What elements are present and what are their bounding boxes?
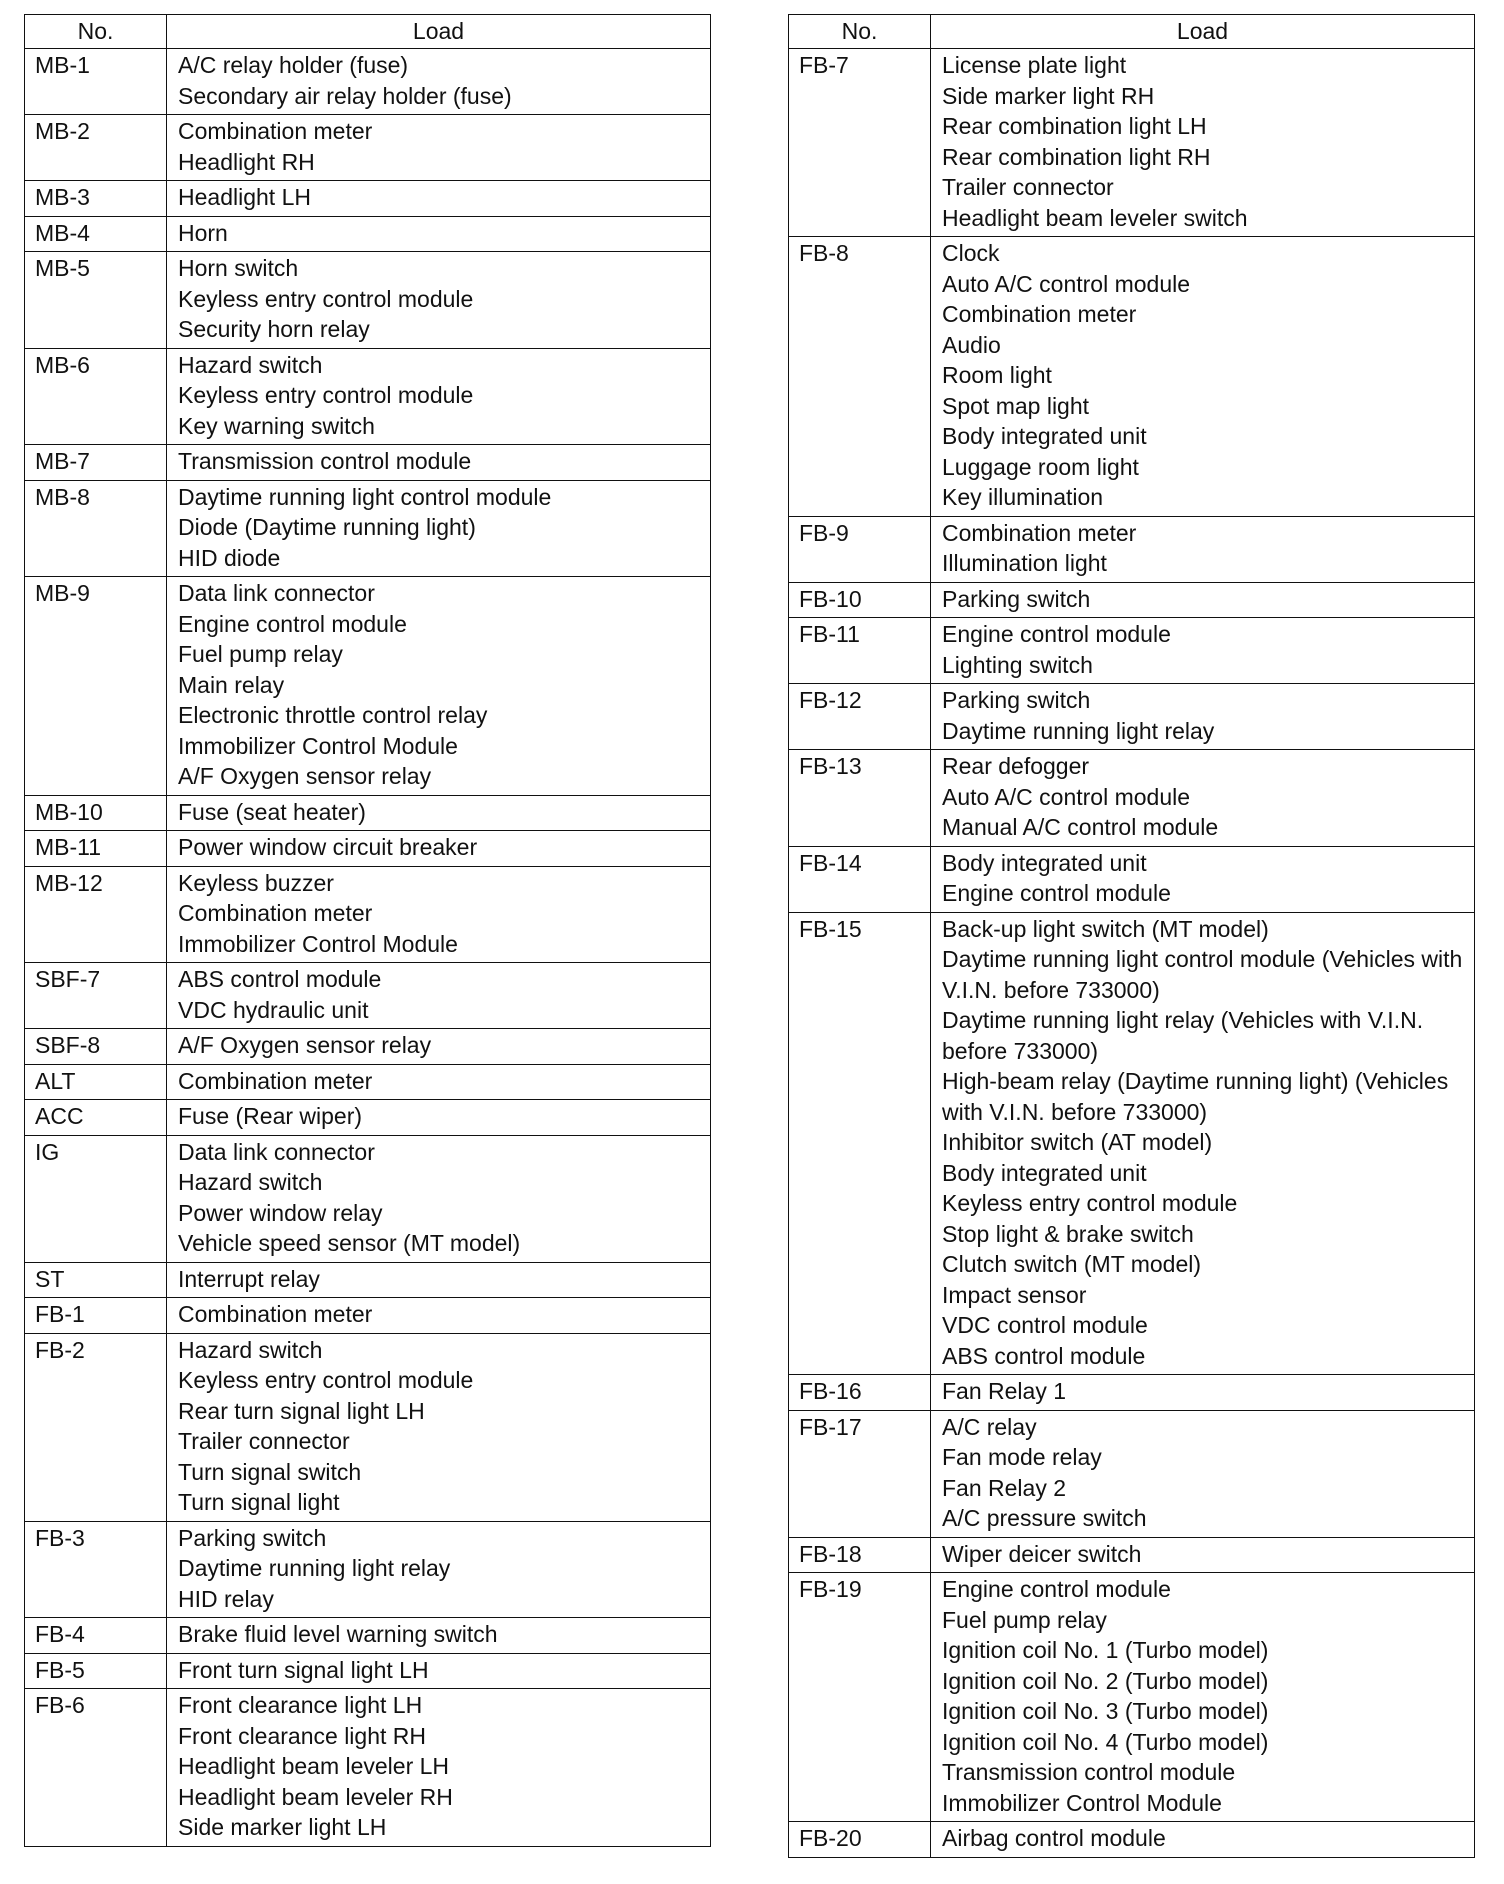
- load-item: Immobilizer Control Module: [178, 732, 458, 759]
- load-item: Manual A/C control module: [942, 814, 1219, 840]
- load-cell: [167, 1029, 711, 1065]
- load-item: Rear combination light RH: [942, 143, 1211, 170]
- load-item: Fan Relay 1: [942, 1378, 1067, 1404]
- fuse-number-cell: FB-9: [789, 516, 931, 582]
- load-item: Daytime running light relay: [178, 1555, 451, 1581]
- load-cell: [167, 1100, 711, 1136]
- load-item: Ignition coil No. 3 (Turbo model): [942, 1698, 1269, 1724]
- table-row: [25, 1521, 711, 1618]
- load-item: Turn signal switch: [178, 1458, 362, 1485]
- fuse-number-cell: FB-19: [789, 1573, 931, 1822]
- fuse-number-cell: FB-4: [25, 1618, 167, 1654]
- load-item: Key warning switch: [178, 412, 375, 439]
- load-cell: [167, 1618, 711, 1654]
- load-item: Engine control module: [942, 880, 1171, 906]
- table-row: [25, 252, 711, 349]
- load-cell: [167, 1689, 711, 1847]
- load-item: VDC control module: [942, 1312, 1148, 1338]
- load-item: Headlight LH: [178, 184, 311, 210]
- load-item: Combination meter: [178, 1067, 373, 1094]
- load-item: A/C pressure switch: [942, 1505, 1147, 1531]
- load-item: Clock: [942, 240, 1000, 266]
- load-item: Data link connector: [178, 1138, 375, 1165]
- load-cell: [931, 750, 1475, 847]
- load-item: Combination meter: [942, 519, 1137, 546]
- load-item: ABS control module: [942, 1342, 1146, 1369]
- table-row: [789, 1410, 1475, 1537]
- fuse-number-cell: MB-8: [25, 480, 167, 577]
- load-item: Spot map light: [942, 392, 1090, 419]
- fuse-number-cell: MB-5: [25, 252, 167, 349]
- fuse-number-cell: MB-11: [25, 831, 167, 867]
- load-item: Daytime running light relay: [942, 717, 1215, 744]
- table-row: [25, 445, 711, 481]
- load-item: Impact sensor: [942, 1281, 1087, 1308]
- load-item: Ignition coil No. 1 (Turbo model): [942, 1637, 1269, 1663]
- table-row: [25, 577, 711, 796]
- fuse-number-cell: MB-1: [25, 49, 167, 115]
- table-row: [25, 1029, 711, 1065]
- table-row: [25, 181, 711, 217]
- fuse-number-cell: ACC: [25, 1100, 167, 1136]
- table-row: [789, 1537, 1475, 1573]
- load-item: Horn: [178, 219, 228, 246]
- load-cell: [167, 181, 711, 217]
- table-row: [25, 1298, 711, 1334]
- table-row: [25, 216, 711, 252]
- fuse-number-cell: ST: [25, 1262, 167, 1298]
- load-item: Keyless entry control module: [178, 285, 474, 312]
- load-item: Combination meter: [942, 301, 1137, 327]
- fuse-number-cell: FB-1: [25, 1298, 167, 1334]
- fuse-number-cell: MB-2: [25, 115, 167, 181]
- fuse-number-cell: MB-3: [25, 181, 167, 217]
- table-row: [789, 1375, 1475, 1411]
- fuse-number-cell: FB-18: [789, 1537, 931, 1573]
- table-row: [25, 1262, 711, 1298]
- fuse-load-table-left: [24, 14, 711, 1847]
- load-item: Front turn signal light LH: [178, 1656, 429, 1683]
- fuse-number-cell: MB-4: [25, 216, 167, 252]
- load-item: VDC hydraulic unit: [178, 996, 369, 1023]
- load-item: Engine control module: [942, 1576, 1171, 1602]
- load-item: Front clearance light RH: [178, 1722, 426, 1749]
- fuse-number-cell: MB-9: [25, 577, 167, 796]
- load-item: Audio: [942, 331, 1001, 358]
- load-cell: [167, 480, 711, 577]
- load-cell: [931, 49, 1475, 237]
- load-item: Secondary air relay holder (fuse): [178, 82, 512, 109]
- load-item: Electronic throttle control relay: [178, 702, 488, 728]
- fuse-number-cell: FB-14: [789, 846, 931, 912]
- load-item: Power window circuit breaker: [178, 834, 478, 860]
- fuse-number-cell: MB-10: [25, 795, 167, 831]
- table-row: [25, 1618, 711, 1654]
- load-cell: [931, 1573, 1475, 1822]
- load-cell: [167, 348, 711, 445]
- column-header-load: Load: [167, 15, 711, 49]
- load-item: Power window relay: [178, 1199, 383, 1226]
- load-item: Rear turn signal light LH: [178, 1397, 425, 1424]
- table-row: [25, 1653, 711, 1689]
- load-item: Vehicle speed sensor (MT model): [178, 1230, 521, 1256]
- load-item: Fuse (seat heater): [178, 798, 366, 825]
- fuse-number-cell: SBF-8: [25, 1029, 167, 1065]
- load-cell: [167, 445, 711, 481]
- fuse-number-cell: FB-20: [789, 1822, 931, 1858]
- table-row: [25, 1333, 711, 1521]
- load-item: Engine control module: [178, 610, 407, 637]
- load-cell: [167, 1298, 711, 1334]
- load-cell: [167, 1135, 711, 1262]
- load-item: Transmission control module: [942, 1759, 1236, 1785]
- table-row: [789, 582, 1475, 618]
- load-item: Auto A/C control module: [942, 270, 1191, 297]
- load-item: Inhibitor switch (AT model): [942, 1129, 1213, 1155]
- load-item: Back-up light switch (MT model): [942, 915, 1269, 942]
- fuse-number-cell: SBF-7: [25, 963, 167, 1029]
- load-cell: [931, 582, 1475, 618]
- load-item: A/C relay holder (fuse): [178, 52, 409, 78]
- load-item: Combination meter: [178, 900, 373, 926]
- load-cell: [167, 1262, 711, 1298]
- table-row: [25, 1689, 711, 1847]
- load-item: Body integrated unit: [942, 423, 1147, 449]
- load-cell: [931, 618, 1475, 684]
- load-item: Engine control module: [942, 621, 1171, 647]
- load-item: Headlight beam leveler switch: [942, 204, 1248, 231]
- load-cell: [931, 237, 1475, 517]
- load-cell: [931, 912, 1475, 1375]
- fuse-number-cell: FB-10: [789, 582, 931, 618]
- fuse-number-cell: FB-13: [789, 750, 931, 847]
- table-header-row: [789, 15, 1475, 49]
- load-item: Combination meter: [178, 1301, 373, 1327]
- fuse-number-cell: ALT: [25, 1064, 167, 1100]
- load-item: Front clearance light LH: [178, 1692, 423, 1718]
- load-cell: [167, 866, 711, 963]
- fuse-number-cell: FB-6: [25, 1689, 167, 1847]
- load-cell: [167, 49, 711, 115]
- table-row: [789, 846, 1475, 912]
- table-row: [25, 480, 711, 577]
- table-row: [789, 618, 1475, 684]
- load-item: HID diode: [178, 544, 281, 571]
- load-item: Side marker light LH: [178, 1814, 387, 1840]
- table-row: [789, 912, 1475, 1375]
- load-item: Headlight beam leveler RH: [178, 1783, 453, 1810]
- load-item: Parking switch: [942, 687, 1091, 713]
- load-item: Daytime running light relay (Vehicles with V.I.N. before 733000): [942, 1007, 1424, 1064]
- table-row: [789, 684, 1475, 750]
- fuse-number-cell: FB-16: [789, 1375, 931, 1411]
- load-item: Rear defogger: [942, 753, 1090, 779]
- table-row: [25, 831, 711, 867]
- load-item: Immobilizer Control Module: [178, 930, 458, 957]
- table-header-row: [25, 15, 711, 49]
- load-item: Main relay: [178, 671, 285, 698]
- load-cell: [167, 831, 711, 867]
- fuse-number-cell: FB-3: [25, 1521, 167, 1618]
- load-item: Rear combination light LH: [942, 113, 1207, 139]
- table-row: [25, 963, 711, 1029]
- load-item: Key illumination: [942, 484, 1104, 510]
- load-item: Clutch switch (MT model): [942, 1251, 1202, 1277]
- load-cell: [931, 1822, 1475, 1858]
- load-item: Stop light & brake switch: [942, 1220, 1194, 1247]
- load-item: Hazard switch: [178, 1336, 323, 1363]
- load-item: Keyless entry control module: [178, 1367, 474, 1393]
- load-item: Trailer connector: [178, 1428, 350, 1454]
- table-row: [789, 1822, 1475, 1858]
- load-item: Ignition coil No. 4 (Turbo model): [942, 1728, 1269, 1755]
- load-item: Security horn relay: [178, 316, 370, 342]
- load-item: Interrupt relay: [178, 1265, 320, 1292]
- fuse-number-cell: FB-8: [789, 237, 931, 517]
- load-cell: [167, 1064, 711, 1100]
- load-item: Side marker light RH: [942, 82, 1155, 109]
- load-item: Hazard switch: [178, 1169, 323, 1195]
- load-cell: [167, 1333, 711, 1521]
- load-item: Illumination light: [942, 550, 1107, 576]
- load-item: Trailer connector: [942, 174, 1114, 200]
- table-row: [25, 348, 711, 445]
- fuse-number-cell: FB-17: [789, 1410, 931, 1537]
- load-item: Headlight RH: [178, 148, 315, 175]
- load-item: Immobilizer Control Module: [942, 1789, 1222, 1816]
- load-cell: [931, 516, 1475, 582]
- load-cell: [167, 115, 711, 181]
- table-row: [25, 49, 711, 115]
- table-row: [789, 237, 1475, 517]
- load-item: Fuse (Rear wiper): [178, 1103, 363, 1129]
- load-item: Data link connector: [178, 580, 375, 606]
- fuse-number-cell: MB-12: [25, 866, 167, 963]
- column-header-load: Load: [931, 15, 1475, 49]
- fuse-number-cell: FB-15: [789, 912, 931, 1375]
- load-item: Luggage room light: [942, 453, 1139, 480]
- load-item: Hazard switch: [178, 351, 323, 378]
- fuse-number-cell: MB-6: [25, 348, 167, 445]
- load-item: Airbag control module: [942, 1825, 1166, 1851]
- load-cell: [167, 1521, 711, 1618]
- fuse-number-cell: FB-11: [789, 618, 931, 684]
- load-cell: [931, 846, 1475, 912]
- load-item: ABS control module: [178, 966, 382, 992]
- load-item: Fan Relay 2: [942, 1474, 1067, 1501]
- load-item: Body integrated unit: [942, 849, 1147, 876]
- load-cell: [931, 1410, 1475, 1537]
- load-item: Body integrated unit: [942, 1159, 1147, 1186]
- load-cell: [167, 1653, 711, 1689]
- load-item: Room light: [942, 362, 1052, 388]
- load-item: Parking switch: [178, 1524, 327, 1551]
- load-item: License plate light: [942, 52, 1127, 78]
- fuse-number-cell: FB-7: [789, 49, 931, 237]
- load-cell: [167, 963, 711, 1029]
- table-row: [25, 795, 711, 831]
- fuse-number-cell: FB-5: [25, 1653, 167, 1689]
- load-item: Fan mode relay: [942, 1444, 1102, 1470]
- load-item: Daytime running light control module (Vehicles with V.I.N. before 733000): [942, 946, 1463, 1003]
- load-item: HID relay: [178, 1585, 274, 1612]
- load-item: Diode (Daytime running light): [178, 514, 476, 540]
- load-item: Keyless entry control module: [942, 1190, 1238, 1216]
- fuse-number-cell: FB-12: [789, 684, 931, 750]
- load-item: Fuel pump relay: [178, 641, 343, 667]
- load-item: Brake fluid level warning switch: [178, 1621, 498, 1647]
- load-item: Fuel pump relay: [942, 1606, 1107, 1633]
- load-cell: [167, 216, 711, 252]
- column-header-no: No.: [789, 15, 931, 49]
- fuse-number-cell: FB-2: [25, 1333, 167, 1521]
- load-cell: [931, 1537, 1475, 1573]
- load-cell: [167, 795, 711, 831]
- column-header-no: No.: [25, 15, 167, 49]
- fuse-number-cell: MB-7: [25, 445, 167, 481]
- load-item: Combination meter: [178, 118, 373, 144]
- load-item: Parking switch: [942, 585, 1091, 612]
- load-item: Horn switch: [178, 255, 299, 281]
- load-item: A/F Oxygen sensor relay: [178, 763, 432, 789]
- table-row: [789, 750, 1475, 847]
- load-item: High-beam relay (Daytime running light) (Vehicles with V.I.N. before 733000): [942, 1068, 1449, 1125]
- load-cell: [931, 1375, 1475, 1411]
- load-item: Headlight beam leveler LH: [178, 1753, 450, 1779]
- table-row: [25, 1064, 711, 1100]
- load-item: Daytime running light control module: [178, 483, 552, 510]
- load-item: A/F Oxygen sensor relay: [178, 1032, 432, 1058]
- table-row: [25, 1135, 711, 1262]
- table-row: [25, 1100, 711, 1136]
- fuse-number-cell: IG: [25, 1135, 167, 1262]
- table-row: [789, 1573, 1475, 1822]
- fuse-load-table-right: [788, 14, 1475, 1858]
- load-item: Transmission control module: [178, 448, 472, 474]
- table-row: [789, 49, 1475, 237]
- load-item: Lighting switch: [942, 651, 1093, 678]
- load-item: Ignition coil No. 2 (Turbo model): [942, 1667, 1269, 1694]
- load-item: Keyless buzzer: [178, 869, 334, 896]
- load-cell: [931, 684, 1475, 750]
- load-item: Keyless entry control module: [178, 382, 474, 408]
- table-row: [25, 866, 711, 963]
- table-row: [789, 516, 1475, 582]
- load-item: Wiper deicer switch: [942, 1540, 1142, 1567]
- load-cell: [167, 252, 711, 349]
- table-row: [25, 115, 711, 181]
- load-item: Turn signal light: [178, 1489, 340, 1515]
- load-item: Auto A/C control module: [942, 783, 1191, 810]
- load-item: A/C relay: [942, 1413, 1037, 1440]
- load-cell: [167, 577, 711, 796]
